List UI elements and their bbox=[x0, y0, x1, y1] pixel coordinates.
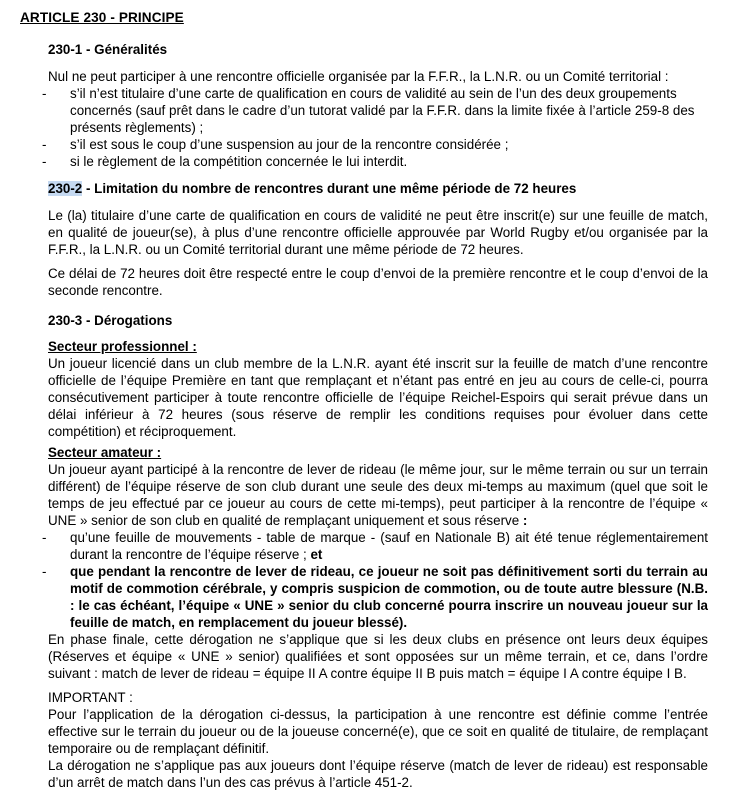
list-item-text: s’il est sous le coup d’une suspension au jour de la rencontre considérée ; bbox=[70, 137, 509, 152]
professional-sector-title: Secteur professionnel : bbox=[48, 339, 197, 354]
amateur-conditions-list bbox=[42, 529, 708, 631]
amateur-sector-title: Secteur amateur : bbox=[48, 445, 162, 460]
important-block bbox=[48, 689, 708, 791]
list-item-text: s’il n’est titulaire d’une carte de qualification en cours de validité au sein de l’un des deux groupements concernés (sauf prêt dans le cadre d’un tutorat validé par la F.F.R. dans la limite fixée à l’article 259-8 des présents règlements) ; bbox=[70, 86, 695, 135]
list-item bbox=[42, 529, 708, 563]
dash-bullet: - bbox=[42, 137, 47, 152]
amateur-sector-colon: : bbox=[519, 513, 528, 528]
section-230-2-paragraph-2: Ce délai de 72 heures doit être respecté entre le coup d’envoi de la première rencontre et le coup d’envoi de la seconde rencontre. bbox=[48, 266, 708, 298]
section-230-2-paragraph-1: Le (la) titulaire d’une carte de qualification en cours de validité ne peut être inscrit(e) sur une feuille de match, en qualité de joueur(se), à plus d’une rencontre officielle approuvée par World Rugby et/ou organisée par la F.F.R., la L.N.R. ou un Comité territorial durant une même période de 72 heures. bbox=[48, 208, 708, 257]
section-230-1-intro: Nul ne peut participer à une rencontre officielle organisée par la F.F.R., la L.N.R. ou un Comité territorial : bbox=[48, 69, 669, 84]
list-item bbox=[42, 136, 708, 153]
final-phase-paragraph: En phase finale, cette dérogation ne s’applique que si les deux clubs en présence ont leurs deux équipes (Réserves et équipe « UNE » senior) qualifiées et sont opposées sur un même terrain, et ce, dans l’ordre suivant : match de lever de rideau = équipe II A contre équipe II B puis match = équipe I A contre équipe I B. bbox=[48, 632, 708, 681]
dash-bullet: - bbox=[42, 154, 47, 169]
dash-bullet: - bbox=[42, 564, 47, 579]
dash-bullet: - bbox=[42, 530, 47, 545]
condition-1-text: qu’une feuille de mouvements - table de marque - (sauf en Nationale B) ait été tenue réglementairement durant la rencontre de l’équipe réserve ; bbox=[70, 530, 708, 562]
condition-1-and: et bbox=[306, 547, 323, 562]
list-item bbox=[42, 563, 708, 631]
list-item bbox=[42, 85, 708, 136]
article-title: ARTICLE 230 - PRINCIPE bbox=[20, 10, 184, 25]
important-text: Pour l’application de la dérogation ci-dessus, la participation à une rencontre est définie comme l’entrée effective sur le terrain du joueur ou de la joueuse concerné(e), que ce soit en qualité de titulaire, de remplaçant temporaire ou de remplaçant définitif. bbox=[48, 707, 708, 756]
section-230-2-title bbox=[48, 181, 576, 196]
amateur-sector-block bbox=[42, 444, 708, 631]
section-230-2-number: 230-2 bbox=[48, 181, 83, 196]
professional-sector-block bbox=[48, 338, 708, 440]
section-230-1-title: 230-1 - Généralités bbox=[48, 42, 168, 57]
important-title: IMPORTANT : bbox=[48, 690, 133, 705]
dash-bullet: - bbox=[42, 86, 47, 101]
last-paragraph: La dérogation ne s’applique pas aux joueurs dont l’équipe réserve (match de lever de rideau) est responsable d’un arrêt de match dans l’un des cas prévus à l’article 451-2. bbox=[48, 758, 708, 790]
section-230-3-title: 230-3 - Dérogations bbox=[48, 313, 173, 328]
section-230-1-body bbox=[42, 68, 708, 170]
condition-2-text: que pendant la rencontre de lever de rideau, ce joueur ne soit pas définitivement sorti du terrain au motif de commotion cérébrale, y compris suspicion de commotion, ou de toute autre blessure (N.B. : le cas échéant, l’équipe « UNE » senior du club concerné pourra inscrire un nouveau joueur sur la feuille de match, en remplacement du joueur blessé). bbox=[70, 564, 708, 630]
section-230-1-list bbox=[42, 85, 708, 170]
amateur-sector-text: Un joueur ayant participé à la rencontre de lever de rideau (le même jour, sur le même terrain ou sur un terrain différent) de l’équipe réserve de son club durant une seule des deux mi-temps au maximum (quel que soit le temps de jeu effectué par ce joueur au cours de cette mi-temps), peut participer à la rencontre de l’équipe « UNE » senior de son club en qualité de remplaçant uniquement et sous réserve bbox=[48, 462, 708, 528]
list-item bbox=[42, 153, 708, 170]
section-230-2-title-text: - Limitation du nombre de rencontres durant une même période de 72 heures bbox=[82, 181, 577, 196]
list-item-text: si le règlement de la compétition concernée le lui interdit. bbox=[70, 154, 408, 169]
professional-sector-text: Un joueur licencié dans un club membre de la L.N.R. ayant été inscrit sur la feuille de match d’une rencontre officielle de l’équipe Première en tant que remplaçant et n’étant pas entré en jeu au cours de celle-ci, pourra consécutivement participer à toute rencontre officielle de l’équipe Reichel-Espoirs qui serait prévue dans un délai inférieur à 72 heures (sous réserve de remplir les conditions requises pour évoluer dans cette compétition) et réciproquement. bbox=[48, 356, 708, 439]
